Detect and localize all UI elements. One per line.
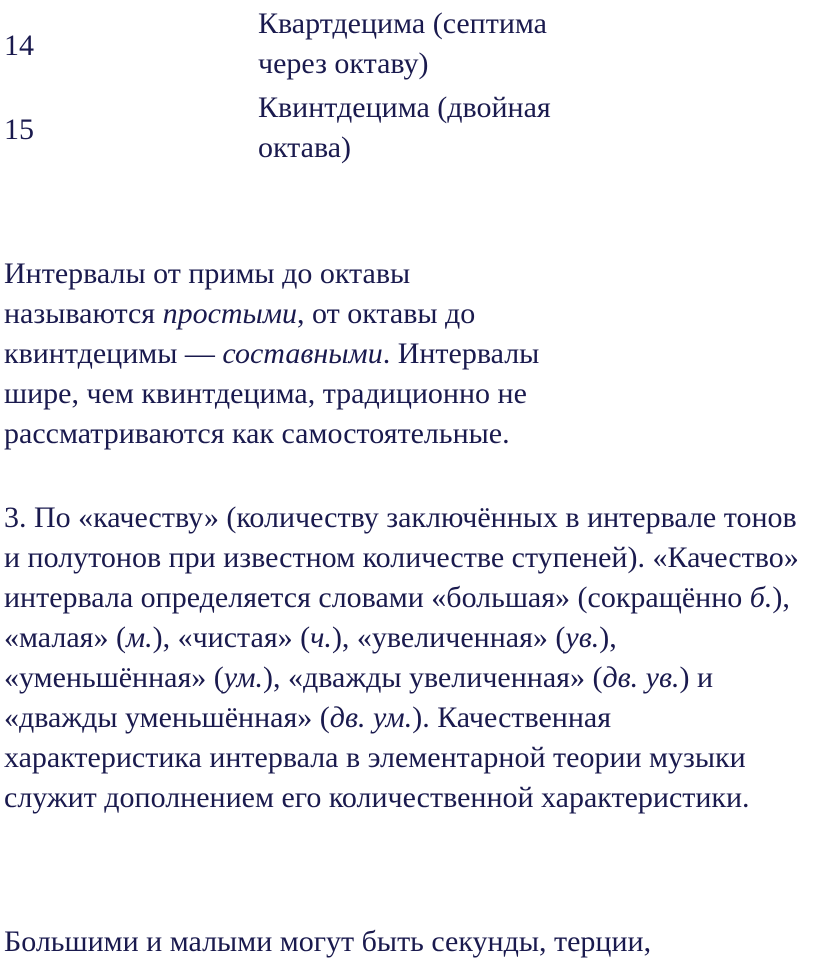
text: . Интервалы шире, чем квинтдецима, традиционно не рассматриваются как самостоятельные. xyxy=(4,337,540,450)
interval-number: 14 xyxy=(4,29,34,62)
text: ), «дважды увеличенная» ( xyxy=(263,661,603,694)
text: ), «малая» ( xyxy=(4,581,790,654)
text: ), «чистая» ( xyxy=(152,621,311,654)
emphasis-compound: составными xyxy=(222,337,383,370)
emphasis-simple: простыми xyxy=(162,297,298,330)
text: 3. По «качеству» (количеству заключённых в интервале тонов и полутонов при известном количестве ступеней). «Качество» интервала определяется словами «большая» (сокращённо xyxy=(4,501,799,614)
interval-number: 15 xyxy=(4,113,34,146)
abbr-double-diminished: дв. ум. xyxy=(329,701,413,734)
paragraph-simple-compound xyxy=(4,254,564,454)
text: ), «уменьшённая» ( xyxy=(4,621,617,694)
abbr-diminished: ум. xyxy=(223,661,263,694)
paragraph-quality xyxy=(4,498,810,818)
interval-name xyxy=(258,4,678,84)
text: , от октавы до квинтдецимы — xyxy=(4,297,476,370)
interval-name-line: через октаву) xyxy=(258,47,429,80)
abbr-double-augmented: дв. ув. xyxy=(602,661,680,694)
paragraph-major-minor xyxy=(4,922,810,962)
interval-name-line: Квинтдецима (двойная xyxy=(258,91,551,124)
interval-name xyxy=(258,88,678,168)
text: ) и «дважды уменьшённая» ( xyxy=(4,661,714,734)
interval-name-line: октава) xyxy=(258,131,352,164)
text: Интервалы от примы до октавы называются xyxy=(4,257,411,330)
text: Большими и малыми могут быть секунды, терции, xyxy=(4,925,652,958)
text: ). Качественная характеристика интервала в элементарной теории музыки служит дополнением его количественной характеристики. xyxy=(4,701,750,814)
text: ), «увеличенная» ( xyxy=(331,621,566,654)
abbr-major: б. xyxy=(749,581,773,614)
abbr-augmented: ув. xyxy=(565,621,600,654)
abbr-perfect: ч. xyxy=(310,621,332,654)
abbr-minor: м. xyxy=(125,621,153,654)
interval-name-line: Квартдецима (септима xyxy=(258,7,547,40)
